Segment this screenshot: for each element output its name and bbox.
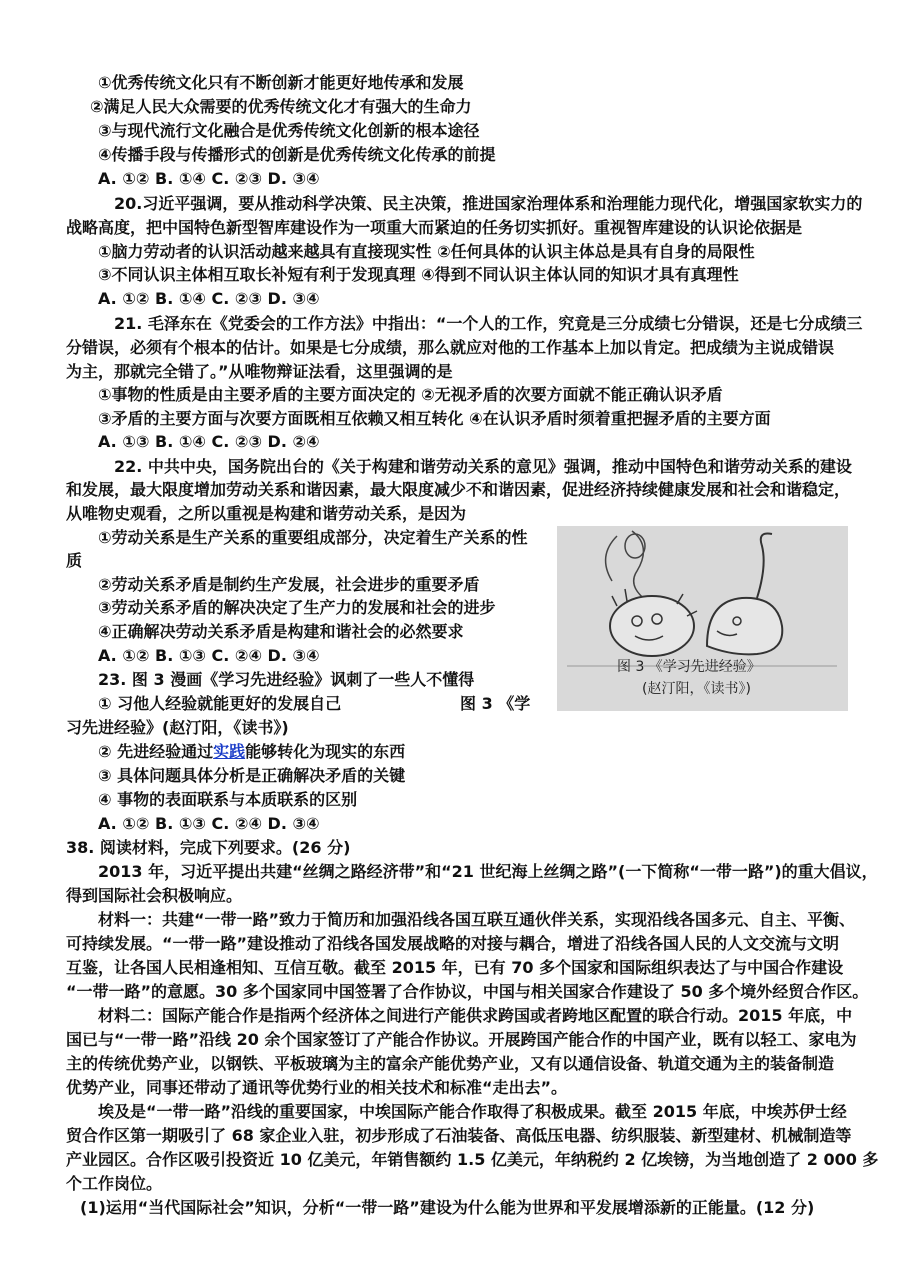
q38-egypt-line-2: 贸合作区第一期吸引了 68 家企业入驻，初步形成了石油装备、高低压电器、纺织服装、新型建材、机械制造等	[66, 1126, 852, 1145]
q22-stem-2: 和发展，最大限度增加劳动关系和谐因素，最大限度减少不和谐因素，促进经济持续健康发展和社会和谐稳定，	[66, 480, 851, 499]
q22-option-2: ②劳动关系矛盾是制约生产发展，社会进步的重要矛盾	[98, 575, 480, 594]
q38-sub-question-1: (1)运用“当代国际社会”知识，分析“一带一路”建设为什么能为世界和平发展增添新的正能量。(12 分)	[80, 1198, 815, 1217]
q38-egypt-line-4: 个工作岗位。	[66, 1174, 163, 1193]
q38-material-2-line-4: 优势产业，同事还带动了通讯等优势行业的相关技术和标准“走出去”。	[66, 1078, 568, 1097]
q19-option-4: ④传播手段与传播形式的创新是优秀传统文化传承的前提	[98, 145, 496, 164]
q21-stem-3: 为主，那就完全错了。”从唯物辩证法看，这里强调的是	[66, 362, 453, 381]
q20-answers: A. ①② B. ①④ C. ②③ D. ③④	[98, 289, 320, 308]
q20-options-12: ①脑力劳动者的认识活动越来越具有直接现实性 ②任何具体的认识主体总是具有自身的局限性	[98, 242, 755, 261]
q20-stem-1: 20.习近平强调，要从推动科学决策、民主决策，推进国家治理体系和治理能力现代化，增强国家软实力的	[114, 194, 863, 213]
q22-option-4: ④正确解决劳动关系矛盾是构建和谐社会的必然要求	[98, 622, 464, 641]
q38-intro-2: 得到国际社会积极响应。	[66, 886, 243, 905]
q19-option-2: ②满足人民大众需要的优秀传统文化才有强大的生命力	[90, 97, 472, 116]
q23-option-1: ① 习他人经验就能更好的发展自己	[98, 694, 342, 713]
figure-caption-2: (赵汀阳，《读书》)	[642, 681, 751, 697]
cartoon-figure	[557, 526, 848, 711]
q19-option-1: ①优秀传统文化只有不断创新才能更好地传承和发展	[98, 73, 464, 92]
q38-egypt-line-3: 产业园区。合作区吸引投资近 10 亿美元，年销售额约 1.5 亿美元，年纳税约 2 亿埃镑，为当地创造了 2 000 多	[66, 1150, 879, 1169]
q38-material-1-line-2: 可持续发展。“一带一路”建设推动了沿线各国发展战略的对接与耦合，增进了沿线各国人民的人文交流与文明	[66, 934, 840, 953]
q23-option-4: ④ 事物的表面联系与本质联系的区别	[98, 790, 358, 809]
q23-figure-ref: 图 3 《学	[460, 694, 531, 713]
q38-egypt-line-1: 埃及是“一带一路”沿线的重要国家，中埃国际产能合作取得了积极成果。截至 2015 年底，中埃苏伊士经	[98, 1102, 847, 1121]
q22-stem-3: 从唯物史观看，之所以重视是构建和谐劳动关系，是因为	[66, 504, 467, 523]
figure-caption-1: 图 3 《学习先进经验》	[617, 659, 761, 675]
q21-options-34: ③矛盾的主要方面与次要方面既相互依赖又相互转化 ④在认识矛盾时须着重把握矛盾的主要方面	[98, 409, 771, 428]
q22-stem-1: 22. 中共中央，国务院出台的《关于构建和谐劳动关系的意见》强调，推动中国特色和谐劳动关系的建设	[114, 457, 852, 476]
q23-option-2	[98, 742, 405, 762]
q21-options-12: ①事物的性质是由主要矛盾的主要方面决定的 ②无视矛盾的次要方面就不能正确认识矛盾	[98, 385, 723, 404]
q38-material-2-line-1: 材料二：国际产能合作是指两个经济体之间进行产能供求跨国或者跨地区配置的联合行动。2015 年底，中	[98, 1006, 853, 1025]
q38-material-1-line-3: 互鉴，让各国人民相逢相知、互信互敬。截至 2015 年，已有 70 多个国家和国际组织表达了与中国合作建设	[66, 958, 844, 977]
q38-intro-1: 2013 年，习近平提出共建“丝绸之路经济带”和“21 世纪海上丝绸之路”(一下简称“一带一路”)的重大倡议，	[98, 862, 878, 881]
q22-answers: A. ①② B. ①③ C. ②④ D. ③④	[98, 646, 320, 665]
q20-stem-2: 战略高度，把中国特色新型智库建设作为一项重大而紧迫的任务切实抓好。重视智库建设的认识论依据是	[66, 218, 803, 237]
q19-option-3: ③与现代流行文化融合是优秀传统文化创新的根本途径	[98, 121, 480, 140]
q22-option-1a: ①劳动关系是生产关系的重要组成部分，决定着生产关系的性	[98, 528, 528, 547]
q23-option-3: ③ 具体问题具体分析是正确解决矛盾的关键	[98, 766, 406, 785]
practice-link[interactable]: 实践	[213, 742, 246, 761]
q23-option-2-post: 能够转化为现实的东西	[245, 742, 406, 761]
q23-option-2-pre: ② 先进经验通过	[98, 742, 214, 761]
q23-stem: 23. 图 3 漫画《学习先进经验》讽刺了一些人不懂得	[98, 670, 475, 689]
q38-heading: 38. 阅读材料，完成下列要求。(26 分)	[66, 838, 351, 857]
q21-stem-1: 21. 毛泽东在《党委会的工作方法》中指出：“一个人的工作，究竟是三分成绩七分错误，还是七分成绩三	[114, 314, 863, 333]
q23-answers: A. ①② B. ①③ C. ②④ D. ③④	[98, 814, 320, 833]
q22-option-3: ③劳动关系矛盾的解决决定了生产力的发展和社会的进步	[98, 598, 496, 617]
q21-answers: A. ①③ B. ①④ C. ②③ D. ②④	[98, 432, 320, 451]
q21-stem-2: 分错误，必须有个根本的估计。如果是七分成绩，那么就应对他的工作基本上加以肯定。把成绩为主说成错误	[66, 338, 835, 357]
q22-option-1b: 质	[66, 551, 83, 570]
q19-answers: A. ①② B. ①④ C. ②③ D. ③④	[98, 169, 320, 188]
q20-options-34: ③不同认识主体相互取长补短有利于发现真理 ④得到不同认识主体认同的知识才具有真理性	[98, 265, 739, 284]
q38-material-2-line-2: 国已与“一带一路”沿线 20 余个国家签订了产能合作协议。开展跨国产能合作的中国产业，既有以轻工、家电为	[66, 1030, 857, 1049]
q23-figure-ref-2: 习先进经验》(赵汀阳，《读书》)	[66, 718, 289, 737]
q38-material-2-line-3: 主的传统优势产业，以钢铁、平板玻璃为主的富余产能优势产业，又有以通信设备、轨道交通为主的装备制造	[66, 1054, 835, 1073]
q38-material-1-line-4: “一带一路”的意愿。30 多个国家同中国签署了合作协议，中国与相关国家合作建设了 50 多个境外经贸合作区。	[66, 982, 869, 1001]
q38-material-1-line-1: 材料一：共建“一带一路”致力于简历和加强沿线各国互联互通伙伴关系，实现沿线各国多元、自主、平衡、	[98, 910, 856, 929]
